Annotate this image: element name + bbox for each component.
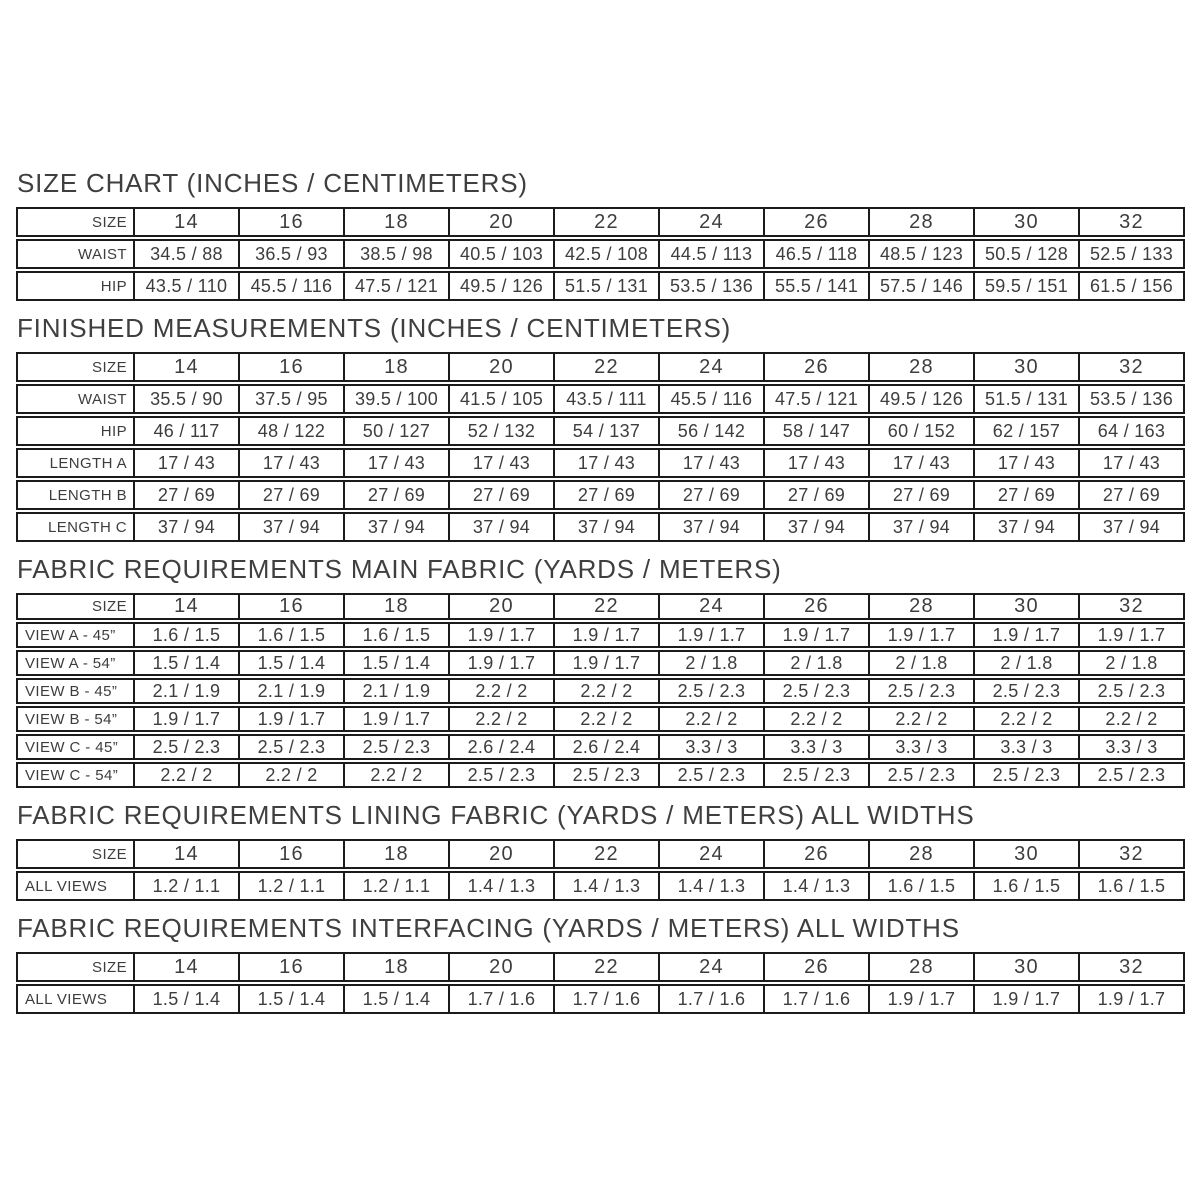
- value-cell: 37 / 94: [135, 512, 240, 542]
- size-column-header: 20: [450, 952, 555, 982]
- value-cell: 27 / 69: [135, 480, 240, 510]
- size-column-header: 30: [975, 593, 1080, 620]
- size-column-header: 22: [555, 593, 660, 620]
- value-cell: 3.3 / 3: [660, 734, 765, 760]
- value-cell: 2.5 / 2.3: [975, 762, 1080, 788]
- table-row: [16, 734, 1185, 760]
- value-cell: 1.9 / 1.7: [1080, 622, 1185, 648]
- value-cell: 1.9 / 1.7: [555, 622, 660, 648]
- value-cell: 27 / 69: [450, 480, 555, 510]
- row-label: LENGTH A: [16, 448, 135, 478]
- row-label: VIEW A - 54”: [16, 650, 135, 676]
- row-label: VIEW B - 54”: [16, 706, 135, 732]
- value-cell: 37 / 94: [870, 512, 975, 542]
- value-cell: 1.4 / 1.3: [555, 871, 660, 901]
- size-column-header: 16: [240, 352, 345, 382]
- row-label: VIEW C - 54”: [16, 762, 135, 788]
- value-cell: 1.7 / 1.6: [660, 984, 765, 1014]
- value-cell: 57.5 / 146: [870, 271, 975, 301]
- value-cell: 1.9 / 1.7: [450, 650, 555, 676]
- value-cell: 3.3 / 3: [1080, 734, 1185, 760]
- size-column-header: 16: [240, 839, 345, 869]
- value-cell: 44.5 / 113: [660, 239, 765, 269]
- value-cell: 37 / 94: [345, 512, 450, 542]
- value-cell: 1.9 / 1.7: [975, 984, 1080, 1014]
- size-column-header: 18: [345, 839, 450, 869]
- size-column-header: 30: [975, 952, 1080, 982]
- value-cell: 62 / 157: [975, 416, 1080, 446]
- value-cell: 49.5 / 126: [870, 384, 975, 414]
- size-column-header: 32: [1080, 839, 1185, 869]
- size-label-cell: SIZE: [16, 207, 135, 237]
- value-cell: 1.5 / 1.4: [135, 984, 240, 1014]
- table-row: [16, 416, 1185, 446]
- size-column-header: 28: [870, 207, 975, 237]
- row-label: WAIST: [16, 384, 135, 414]
- value-cell: 2.5 / 2.3: [345, 734, 450, 760]
- row-label: LENGTH C: [16, 512, 135, 542]
- value-cell: 1.9 / 1.7: [135, 706, 240, 732]
- value-cell: 42.5 / 108: [555, 239, 660, 269]
- size-column-header: 30: [975, 839, 1080, 869]
- value-cell: 2.1 / 1.9: [135, 678, 240, 704]
- size-column-header: 14: [135, 952, 240, 982]
- value-cell: 54 / 137: [555, 416, 660, 446]
- value-cell: 60 / 152: [870, 416, 975, 446]
- value-cell: 1.2 / 1.1: [240, 871, 345, 901]
- table-row: [16, 384, 1185, 414]
- size-column-header: 28: [870, 593, 975, 620]
- value-cell: 1.6 / 1.5: [870, 871, 975, 901]
- lining-fabric-table: [16, 837, 1185, 903]
- value-cell: 46.5 / 118: [765, 239, 870, 269]
- value-cell: 17 / 43: [555, 448, 660, 478]
- value-cell: 1.5 / 1.4: [240, 984, 345, 1014]
- value-cell: 40.5 / 103: [450, 239, 555, 269]
- value-cell: 34.5 / 88: [135, 239, 240, 269]
- size-column-header: 18: [345, 352, 450, 382]
- row-label: WAIST: [16, 239, 135, 269]
- row-label: LENGTH B: [16, 480, 135, 510]
- value-cell: 37 / 94: [240, 512, 345, 542]
- table-row: [16, 650, 1185, 676]
- size-column-header: 24: [660, 839, 765, 869]
- value-cell: 2.5 / 2.3: [870, 762, 975, 788]
- table-row: [16, 480, 1185, 510]
- value-cell: 2.5 / 2.3: [1080, 678, 1185, 704]
- section-title-lining-fabric: FABRIC REQUIREMENTS LINING FABRIC (YARDS / METERS) ALL WIDTHS: [17, 800, 975, 830]
- value-cell: 1.9 / 1.7: [870, 984, 975, 1014]
- size-label-cell: SIZE: [16, 839, 135, 869]
- value-cell: 2.1 / 1.9: [240, 678, 345, 704]
- size-column-header: 26: [765, 593, 870, 620]
- section-main-fabric: [16, 554, 1185, 790]
- value-cell: 27 / 69: [240, 480, 345, 510]
- value-cell: 35.5 / 90: [135, 384, 240, 414]
- section-title-finished-measurements: FINISHED MEASUREMENTS (INCHES / CENTIMETERS): [17, 313, 732, 343]
- value-cell: 1.6 / 1.5: [135, 622, 240, 648]
- value-cell: 2.5 / 2.3: [660, 762, 765, 788]
- size-label-cell: SIZE: [16, 593, 135, 620]
- value-cell: 38.5 / 98: [345, 239, 450, 269]
- value-cell: 55.5 / 141: [765, 271, 870, 301]
- value-cell: 1.9 / 1.7: [975, 622, 1080, 648]
- size-column-header: 28: [870, 839, 975, 869]
- value-cell: 1.9 / 1.7: [240, 706, 345, 732]
- size-column-header: 20: [450, 839, 555, 869]
- value-cell: 2.2 / 2: [1080, 706, 1185, 732]
- value-cell: 37.5 / 95: [240, 384, 345, 414]
- value-cell: 51.5 / 131: [555, 271, 660, 301]
- value-cell: 3.3 / 3: [765, 734, 870, 760]
- value-cell: 37 / 94: [660, 512, 765, 542]
- value-cell: 27 / 69: [660, 480, 765, 510]
- size-header-row: [16, 207, 1185, 237]
- row-label: VIEW A - 45”: [16, 622, 135, 648]
- size-column-header: 16: [240, 593, 345, 620]
- size-column-header: 26: [765, 839, 870, 869]
- section-size-chart: [16, 168, 1185, 303]
- value-cell: 2.2 / 2: [240, 762, 345, 788]
- value-cell: 2.5 / 2.3: [135, 734, 240, 760]
- section-lining-fabric: [16, 800, 1185, 903]
- interfacing-table: [16, 950, 1185, 1016]
- value-cell: 27 / 69: [975, 480, 1080, 510]
- row-label: ALL VIEWS: [16, 984, 135, 1014]
- value-cell: 2.2 / 2: [660, 706, 765, 732]
- value-cell: 37 / 94: [450, 512, 555, 542]
- value-cell: 1.4 / 1.3: [765, 871, 870, 901]
- value-cell: 27 / 69: [345, 480, 450, 510]
- value-cell: 59.5 / 151: [975, 271, 1080, 301]
- size-column-header: 20: [450, 352, 555, 382]
- value-cell: 2 / 1.8: [765, 650, 870, 676]
- value-cell: 2 / 1.8: [1080, 650, 1185, 676]
- size-column-header: 32: [1080, 952, 1185, 982]
- size-column-header: 32: [1080, 593, 1185, 620]
- section-title-size-chart: SIZE CHART (INCHES / CENTIMETERS): [17, 168, 528, 198]
- value-cell: 37 / 94: [765, 512, 870, 542]
- size-header-row: [16, 593, 1185, 620]
- value-cell: 50.5 / 128: [975, 239, 1080, 269]
- value-cell: 61.5 / 156: [1080, 271, 1185, 301]
- table-row: [16, 762, 1185, 788]
- value-cell: 2 / 1.8: [975, 650, 1080, 676]
- value-cell: 1.2 / 1.1: [345, 871, 450, 901]
- value-cell: 2.5 / 2.3: [870, 678, 975, 704]
- value-cell: 17 / 43: [450, 448, 555, 478]
- value-cell: 2 / 1.8: [870, 650, 975, 676]
- size-column-header: 26: [765, 952, 870, 982]
- value-cell: 1.9 / 1.7: [450, 622, 555, 648]
- size-column-header: 26: [765, 352, 870, 382]
- value-cell: 27 / 69: [870, 480, 975, 510]
- value-cell: 41.5 / 105: [450, 384, 555, 414]
- row-label: HIP: [16, 416, 135, 446]
- value-cell: 2.2 / 2: [450, 706, 555, 732]
- size-header-row: [16, 839, 1185, 869]
- size-column-header: 14: [135, 593, 240, 620]
- value-cell: 43.5 / 111: [555, 384, 660, 414]
- size-column-header: 24: [660, 207, 765, 237]
- value-cell: 3.3 / 3: [870, 734, 975, 760]
- value-cell: 17 / 43: [240, 448, 345, 478]
- value-cell: 17 / 43: [765, 448, 870, 478]
- value-cell: 1.9 / 1.7: [765, 622, 870, 648]
- value-cell: 2.2 / 2: [555, 678, 660, 704]
- size-header-row: [16, 352, 1185, 382]
- value-cell: 3.3 / 3: [975, 734, 1080, 760]
- row-label: VIEW C - 45”: [16, 734, 135, 760]
- size-column-header: 20: [450, 207, 555, 237]
- value-cell: 1.5 / 1.4: [240, 650, 345, 676]
- value-cell: 58 / 147: [765, 416, 870, 446]
- value-cell: 53.5 / 136: [1080, 384, 1185, 414]
- value-cell: 47.5 / 121: [765, 384, 870, 414]
- size-column-header: 18: [345, 207, 450, 237]
- value-cell: 47.5 / 121: [345, 271, 450, 301]
- size-column-header: 22: [555, 352, 660, 382]
- value-cell: 48.5 / 123: [870, 239, 975, 269]
- value-cell: 1.6 / 1.5: [1080, 871, 1185, 901]
- value-cell: 2.5 / 2.3: [450, 762, 555, 788]
- value-cell: 2.2 / 2: [450, 678, 555, 704]
- size-column-header: 32: [1080, 207, 1185, 237]
- value-cell: 2.5 / 2.3: [1080, 762, 1185, 788]
- value-cell: 52 / 132: [450, 416, 555, 446]
- value-cell: 53.5 / 136: [660, 271, 765, 301]
- value-cell: 45.5 / 116: [660, 384, 765, 414]
- finished-measurements-table: [16, 350, 1185, 544]
- table-row: [16, 512, 1185, 542]
- table-row: [16, 706, 1185, 732]
- table-row: [16, 239, 1185, 269]
- value-cell: 52.5 / 133: [1080, 239, 1185, 269]
- table-row: [16, 448, 1185, 478]
- value-cell: 1.5 / 1.4: [135, 650, 240, 676]
- value-cell: 27 / 69: [765, 480, 870, 510]
- value-cell: 17 / 43: [870, 448, 975, 478]
- value-cell: 50 / 127: [345, 416, 450, 446]
- size-column-header: 18: [345, 952, 450, 982]
- value-cell: 2.5 / 2.3: [660, 678, 765, 704]
- size-column-header: 20: [450, 593, 555, 620]
- size-column-header: 30: [975, 352, 1080, 382]
- size-column-header: 28: [870, 352, 975, 382]
- size-header-row: [16, 952, 1185, 982]
- value-cell: 2.5 / 2.3: [765, 762, 870, 788]
- size-label-cell: SIZE: [16, 952, 135, 982]
- value-cell: 39.5 / 100: [345, 384, 450, 414]
- value-cell: 2.2 / 2: [345, 762, 450, 788]
- size-column-header: 28: [870, 952, 975, 982]
- size-column-header: 24: [660, 952, 765, 982]
- row-label: ALL VIEWS: [16, 871, 135, 901]
- value-cell: 46 / 117: [135, 416, 240, 446]
- value-cell: 48 / 122: [240, 416, 345, 446]
- value-cell: 2.5 / 2.3: [975, 678, 1080, 704]
- value-cell: 1.9 / 1.7: [660, 622, 765, 648]
- value-cell: 17 / 43: [975, 448, 1080, 478]
- size-column-header: 16: [240, 952, 345, 982]
- value-cell: 1.5 / 1.4: [345, 650, 450, 676]
- table-row: [16, 271, 1185, 301]
- size-column-header: 22: [555, 839, 660, 869]
- value-cell: 2.2 / 2: [765, 706, 870, 732]
- value-cell: 56 / 142: [660, 416, 765, 446]
- table-row: [16, 984, 1185, 1014]
- section-finished-measurements: [16, 313, 1185, 544]
- value-cell: 2.2 / 2: [975, 706, 1080, 732]
- value-cell: 2.2 / 2: [870, 706, 975, 732]
- size-column-header: 18: [345, 593, 450, 620]
- value-cell: 1.7 / 1.6: [555, 984, 660, 1014]
- table-row: [16, 871, 1185, 901]
- value-cell: 2.5 / 2.3: [765, 678, 870, 704]
- value-cell: 1.9 / 1.7: [555, 650, 660, 676]
- value-cell: 2.5 / 2.3: [555, 762, 660, 788]
- value-cell: 17 / 43: [1080, 448, 1185, 478]
- value-cell: 1.4 / 1.3: [660, 871, 765, 901]
- table-row: [16, 678, 1185, 704]
- value-cell: 37 / 94: [555, 512, 660, 542]
- size-column-header: 14: [135, 839, 240, 869]
- value-cell: 1.7 / 1.6: [450, 984, 555, 1014]
- size-column-header: 14: [135, 352, 240, 382]
- size-column-header: 24: [660, 352, 765, 382]
- value-cell: 1.2 / 1.1: [135, 871, 240, 901]
- value-cell: 1.9 / 1.7: [870, 622, 975, 648]
- section-title-main-fabric: FABRIC REQUIREMENTS MAIN FABRIC (YARDS / METERS): [17, 554, 782, 584]
- section-title-interfacing: FABRIC REQUIREMENTS INTERFACING (YARDS / METERS) ALL WIDTHS: [17, 913, 960, 943]
- value-cell: 2.2 / 2: [135, 762, 240, 788]
- value-cell: 1.9 / 1.7: [345, 706, 450, 732]
- value-cell: 49.5 / 126: [450, 271, 555, 301]
- value-cell: 1.4 / 1.3: [450, 871, 555, 901]
- size-label-cell: SIZE: [16, 352, 135, 382]
- value-cell: 2.2 / 2: [555, 706, 660, 732]
- size-column-header: 22: [555, 952, 660, 982]
- value-cell: 27 / 69: [1080, 480, 1185, 510]
- size-column-header: 22: [555, 207, 660, 237]
- row-label: VIEW B - 45”: [16, 678, 135, 704]
- value-cell: 1.6 / 1.5: [240, 622, 345, 648]
- value-cell: 1.6 / 1.5: [975, 871, 1080, 901]
- value-cell: 37 / 94: [975, 512, 1080, 542]
- value-cell: 17 / 43: [660, 448, 765, 478]
- value-cell: 43.5 / 110: [135, 271, 240, 301]
- section-interfacing: [16, 913, 1185, 1016]
- value-cell: 1.6 / 1.5: [345, 622, 450, 648]
- value-cell: 1.9 / 1.7: [1080, 984, 1185, 1014]
- value-cell: 37 / 94: [1080, 512, 1185, 542]
- size-column-header: 30: [975, 207, 1080, 237]
- size-column-header: 32: [1080, 352, 1185, 382]
- value-cell: 45.5 / 116: [240, 271, 345, 301]
- value-cell: 2.6 / 2.4: [450, 734, 555, 760]
- size-column-header: 14: [135, 207, 240, 237]
- value-cell: 36.5 / 93: [240, 239, 345, 269]
- value-cell: 27 / 69: [555, 480, 660, 510]
- size-column-header: 16: [240, 207, 345, 237]
- value-cell: 2.6 / 2.4: [555, 734, 660, 760]
- value-cell: 51.5 / 131: [975, 384, 1080, 414]
- size-column-header: 26: [765, 207, 870, 237]
- value-cell: 64 / 163: [1080, 416, 1185, 446]
- row-label: HIP: [16, 271, 135, 301]
- value-cell: 17 / 43: [135, 448, 240, 478]
- size-column-header: 24: [660, 593, 765, 620]
- value-cell: 1.5 / 1.4: [345, 984, 450, 1014]
- value-cell: 2.5 / 2.3: [240, 734, 345, 760]
- value-cell: 2 / 1.8: [660, 650, 765, 676]
- table-row: [16, 622, 1185, 648]
- value-cell: 2.1 / 1.9: [345, 678, 450, 704]
- value-cell: 1.7 / 1.6: [765, 984, 870, 1014]
- main-fabric-table: [16, 591, 1185, 790]
- size-chart-table: [16, 205, 1185, 303]
- value-cell: 17 / 43: [345, 448, 450, 478]
